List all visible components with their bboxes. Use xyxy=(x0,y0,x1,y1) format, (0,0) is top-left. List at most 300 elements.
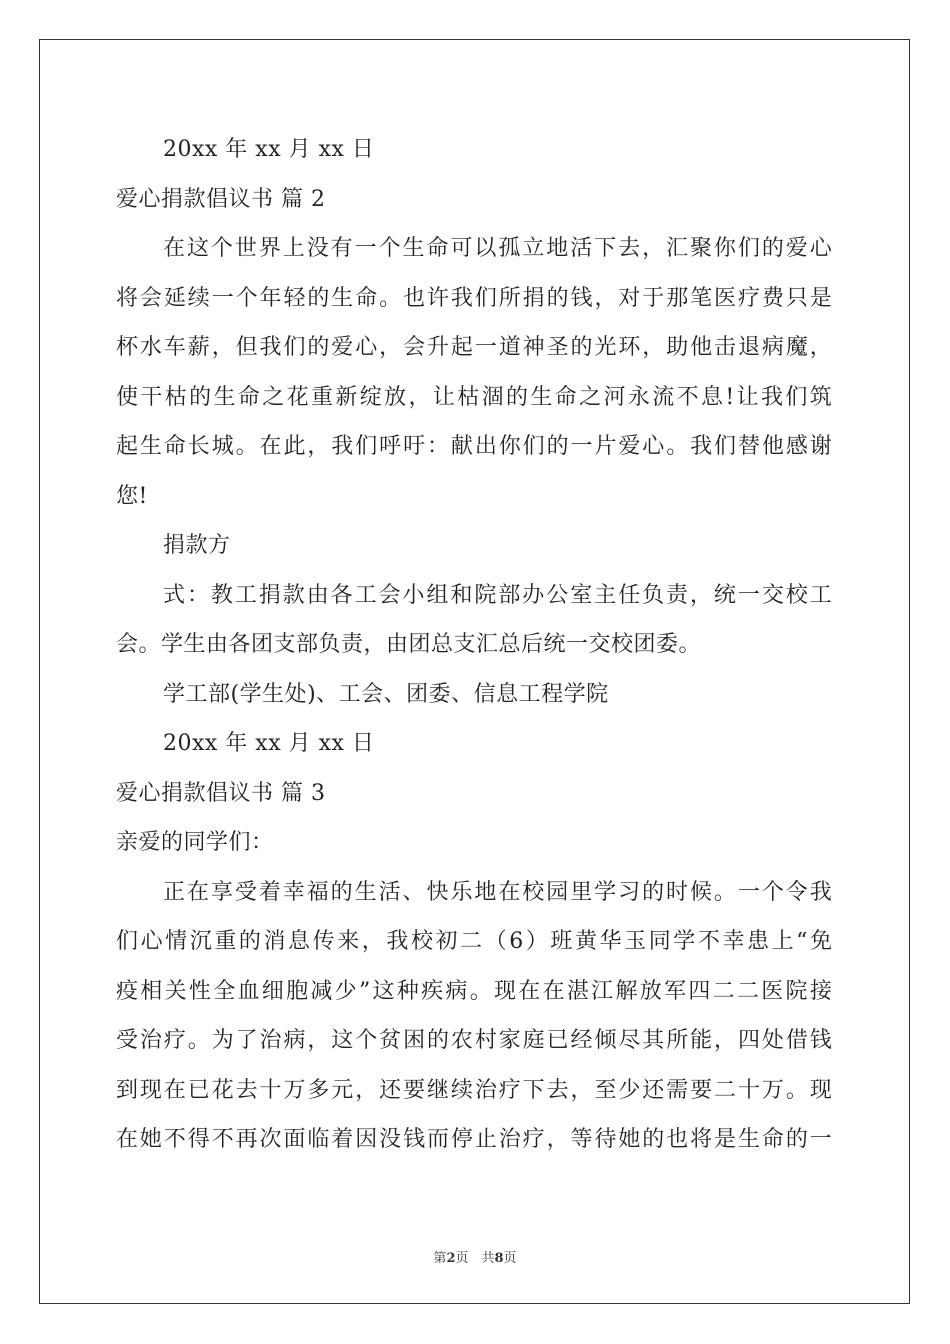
text-char: 着 xyxy=(258,879,281,905)
text-char: 处 xyxy=(761,1028,784,1053)
text-line: 爱心捐款倡议书 篇 3 xyxy=(116,780,326,806)
text-char: 。 xyxy=(666,434,689,459)
text-char: 校 xyxy=(785,582,808,608)
text-char: 院 xyxy=(474,582,497,608)
text-char: 心 xyxy=(140,929,163,954)
text-char: 他 xyxy=(690,335,713,360)
text-char: 河 xyxy=(603,384,626,410)
text-char: 界 xyxy=(258,236,281,261)
text-char: 心 xyxy=(642,434,665,459)
text-char: 此 xyxy=(283,434,306,459)
text-char: 薪 xyxy=(187,335,210,360)
text-char: 四 xyxy=(688,978,711,1004)
text-line xyxy=(116,868,832,918)
text-char: 立 xyxy=(522,236,545,261)
text-char: 快 xyxy=(426,879,449,905)
text-char: 二 xyxy=(714,1077,737,1103)
text-char: 花 xyxy=(211,1077,234,1103)
text-char: 胞 xyxy=(286,978,309,1004)
text-char: 吁 xyxy=(403,434,426,459)
text-char: 重 xyxy=(214,929,237,954)
text-char: 笔 xyxy=(690,285,713,311)
text-char: 的 xyxy=(546,285,569,311)
text-char: 替 xyxy=(737,434,760,459)
text-line: 亲爱的同学们： xyxy=(116,830,274,855)
text-char: 疗 xyxy=(163,1028,186,1053)
text-char: ： xyxy=(186,582,209,608)
text-char: 免 xyxy=(809,929,832,954)
text-char: 疫 xyxy=(116,978,139,1004)
text-char: 情 xyxy=(165,929,188,954)
text-char: ， xyxy=(809,335,832,360)
text-char: 但 xyxy=(235,335,258,360)
text-char: 息 xyxy=(288,929,311,954)
text-char: 村 xyxy=(474,1028,497,1053)
text-char: 钱 xyxy=(570,285,593,311)
text-char: 所 xyxy=(666,1028,689,1053)
text-char: （ xyxy=(484,929,507,954)
text-line: 捐款方 xyxy=(163,533,231,558)
text-line: 您! xyxy=(116,483,148,509)
text-char: 等 xyxy=(570,1127,593,1152)
text-char: 将 xyxy=(690,1127,713,1152)
text-char: 着 xyxy=(331,1127,354,1152)
text-char: 了 xyxy=(235,1028,258,1053)
text-char: 经 xyxy=(570,1028,593,1053)
text-char: 杯 xyxy=(116,335,139,360)
text-char: 地 xyxy=(546,236,569,261)
text-char: 去 xyxy=(235,1077,258,1103)
text-line: 爱心捐款倡议书 篇 2 xyxy=(116,186,326,212)
text-char: 不 xyxy=(211,1127,234,1152)
text-char: 玉 xyxy=(624,929,647,954)
text-char: 爱 xyxy=(785,236,808,261)
text-char: 、 xyxy=(402,879,425,905)
text-char: 学 xyxy=(673,929,696,954)
text-char: 候 xyxy=(689,879,712,905)
text-char: 统 xyxy=(713,582,736,608)
text-char: 交 xyxy=(761,582,784,608)
text-char: 还 xyxy=(642,1077,665,1103)
text-char: 这 xyxy=(372,978,395,1004)
text-char: 校 xyxy=(522,879,545,905)
text-line xyxy=(116,274,832,324)
text-char: 不 xyxy=(697,929,720,954)
text-char: 种 xyxy=(396,978,419,1004)
text-char: 一 xyxy=(737,582,760,608)
text-char: ， xyxy=(355,1077,378,1103)
text-char: 接 xyxy=(809,978,832,1004)
text-char: 6 xyxy=(509,929,524,954)
text-char: 十 xyxy=(737,1077,760,1103)
text-char: 万 xyxy=(761,1077,784,1103)
text-char: 会 xyxy=(403,335,426,360)
text-char: 们 xyxy=(355,434,378,459)
text-char: 圣 xyxy=(546,335,569,360)
text-char: 沉 xyxy=(189,929,212,954)
text-char: ） xyxy=(525,929,548,954)
text-char: 是 xyxy=(809,285,832,311)
text-char: 个 xyxy=(235,285,258,311)
text-char: 。 xyxy=(379,285,402,311)
text-char: 助 xyxy=(666,335,689,360)
text-char: 需 xyxy=(666,1077,689,1103)
text-char: 生 xyxy=(402,236,425,261)
text-char: 是 xyxy=(714,1127,737,1152)
text-char: 困 xyxy=(403,1028,426,1053)
text-char: 个 xyxy=(761,879,784,905)
text-char: 没 xyxy=(379,1127,402,1152)
text-char: 捐 xyxy=(258,582,281,608)
text-char: 对 xyxy=(618,285,641,311)
text-char: 现 xyxy=(809,1077,832,1103)
text-line xyxy=(116,571,832,621)
text-char: 性 xyxy=(188,978,211,1004)
text-char: 生 xyxy=(737,1127,760,1152)
text-char: 病 xyxy=(283,1028,306,1053)
text-char: 在 xyxy=(163,236,186,261)
text-char: 院 xyxy=(785,978,808,1004)
text-char: 这 xyxy=(331,1028,354,1053)
text-char: 病 xyxy=(445,978,468,1004)
text-char: 们 xyxy=(283,335,306,360)
footer-prefix: 第 xyxy=(433,1251,447,1266)
text-char: 生 xyxy=(213,384,236,410)
text-char: 止 xyxy=(474,1127,497,1152)
text-char: 小 xyxy=(402,582,425,608)
text-char: 因 xyxy=(355,1127,378,1152)
text-char: 治 xyxy=(139,1028,162,1053)
text-char: 的 xyxy=(426,1028,449,1053)
text-char: 起 xyxy=(116,434,139,459)
text-char: 上 xyxy=(282,236,305,261)
text-char: 由 xyxy=(306,582,329,608)
text-line xyxy=(116,323,832,373)
text-char: 医 xyxy=(714,285,737,311)
text-char: 生 xyxy=(354,879,377,905)
text-char: 其 xyxy=(642,1028,665,1053)
text-char: 个 xyxy=(210,236,233,261)
text-char: 会 xyxy=(139,285,162,311)
text-char: 们 xyxy=(714,434,737,459)
text-char: 现 xyxy=(493,978,516,1004)
text-char: 令 xyxy=(785,879,808,905)
text-char: 少 xyxy=(334,978,357,1004)
text-char: 室 xyxy=(570,582,593,608)
text-char: 二 xyxy=(736,978,759,1004)
text-char: 续 xyxy=(450,1077,473,1103)
text-char: 的 xyxy=(570,335,593,360)
text-char: 世 xyxy=(234,236,257,261)
text-char: 们 xyxy=(785,384,808,410)
text-char: 放 xyxy=(384,384,407,410)
text-char: 享 xyxy=(210,879,233,905)
text-line xyxy=(116,967,832,1017)
text-char: 活 xyxy=(570,236,593,261)
text-char: ， xyxy=(307,434,330,459)
text-char: 一 xyxy=(474,335,497,360)
text-char: 学 xyxy=(594,879,617,905)
text-char: 在 xyxy=(542,978,565,1004)
text-char: 的 xyxy=(642,879,665,905)
text-char: 没 xyxy=(306,236,329,261)
text-line xyxy=(116,1016,832,1066)
text-char: 也 xyxy=(666,1127,689,1152)
current-page-number: 2 xyxy=(446,1251,456,1266)
text-char: 减 xyxy=(310,978,333,1004)
text-char: 军 xyxy=(664,978,687,1004)
text-char: ， xyxy=(642,236,665,261)
text-char: 命 xyxy=(761,1127,784,1152)
text-char: 湛 xyxy=(566,978,589,1004)
text-char: ! xyxy=(725,384,735,410)
text-char: 贫 xyxy=(379,1028,402,1053)
text-char: 乐 xyxy=(450,879,473,905)
text-char: 一 xyxy=(354,236,377,261)
text-char: 倾 xyxy=(594,1028,617,1053)
text-char: 我 xyxy=(809,879,832,905)
text-char: 农 xyxy=(450,1028,473,1053)
text-char: ， xyxy=(714,1028,737,1053)
text-char: 在 xyxy=(163,1077,186,1103)
text-char: 初 xyxy=(435,929,458,954)
footer-middle: 页 共 xyxy=(455,1251,495,1266)
text-char: 一 xyxy=(737,879,760,905)
text-line: 20xx 年 xx 月 xx 日 xyxy=(163,731,375,756)
text-char: 任 xyxy=(618,582,641,608)
text-char: 次 xyxy=(259,1127,282,1152)
text-char: 的 xyxy=(307,285,330,311)
text-char: 习 xyxy=(618,879,641,905)
text-char: 的 xyxy=(546,434,569,459)
text-char: 息 xyxy=(701,384,724,410)
text-char: 万 xyxy=(283,1077,306,1103)
text-char: 消 xyxy=(263,929,286,954)
text-char: 永 xyxy=(627,384,650,410)
text-char: 延 xyxy=(163,285,186,311)
text-char: 呼 xyxy=(379,434,402,459)
text-char: 爱 xyxy=(331,335,354,360)
text-char: 钱 xyxy=(809,1028,832,1053)
text-char: 里 xyxy=(570,879,593,905)
text-char: 干 xyxy=(140,384,163,410)
text-char: 。 xyxy=(235,434,258,459)
text-char: 。 xyxy=(187,1028,210,1053)
text-char: 流 xyxy=(652,384,675,410)
text-char: 得 xyxy=(187,1127,210,1152)
text-char: 放 xyxy=(639,978,662,1004)
text-char: 少 xyxy=(618,1077,641,1103)
text-char: 要 xyxy=(403,1077,426,1103)
text-char: 花 xyxy=(286,384,309,410)
text-line xyxy=(116,224,832,274)
text-char: 关 xyxy=(164,978,187,1004)
text-char: 我 xyxy=(386,929,409,954)
text-char: 以 xyxy=(474,236,497,261)
text-char: 停 xyxy=(450,1127,473,1152)
text-char: 在 xyxy=(259,434,282,459)
text-char: 责 xyxy=(666,582,689,608)
text-char: 血 xyxy=(237,978,260,1004)
text-char: 工 xyxy=(354,582,377,608)
text-char: 为 xyxy=(211,1028,234,1053)
text-char: 生 xyxy=(331,285,354,311)
text-char: 城 xyxy=(211,434,234,459)
text-char: 的 xyxy=(238,929,261,954)
text-char: 枯 xyxy=(164,384,187,410)
text-char: 主 xyxy=(594,582,617,608)
text-line: 学工部(学生处)、工会、团委、信息工程学院 xyxy=(163,681,609,707)
text-char: ， xyxy=(594,285,617,311)
text-char: 献 xyxy=(450,434,473,459)
text-char: 之 xyxy=(262,384,285,410)
text-char: 孤 xyxy=(498,236,521,261)
text-char: 临 xyxy=(307,1127,330,1152)
text-char: 不 xyxy=(676,384,699,410)
text-char: 借 xyxy=(785,1028,808,1053)
text-char: 要 xyxy=(690,1077,713,1103)
text-char: 江 xyxy=(591,978,614,1004)
page-footer xyxy=(0,1247,950,1266)
text-char: 。 xyxy=(469,978,492,1004)
text-char: 光 xyxy=(594,335,617,360)
text-char: 魔 xyxy=(785,335,808,360)
text-char: 生 xyxy=(530,384,553,410)
text-char: 捐 xyxy=(522,285,545,311)
text-char: 也 xyxy=(403,285,426,311)
text-char: 的 xyxy=(642,1127,665,1152)
text-char: 幸 xyxy=(282,879,305,905)
text-char: 多 xyxy=(307,1077,330,1103)
text-char: 在 xyxy=(498,879,521,905)
text-char: 园 xyxy=(546,879,569,905)
text-char: 片 xyxy=(594,434,617,459)
text-line: 会。学生由各团支部负责，由团总支汇总后统一交校团委。 xyxy=(116,632,702,657)
text-char: 让 xyxy=(736,384,759,410)
text-char: 个 xyxy=(355,1028,378,1053)
text-char: 同 xyxy=(648,929,671,954)
text-char: 们 xyxy=(737,236,760,261)
text-char: 在 xyxy=(116,1127,139,1152)
text-line xyxy=(116,1066,832,1116)
text-char: ， xyxy=(307,1028,330,1053)
text-char: 。 xyxy=(713,879,736,905)
text-char: 二 xyxy=(712,978,735,1004)
text-char: 二 xyxy=(460,929,483,954)
text-line xyxy=(116,917,832,967)
text-char: 医 xyxy=(761,978,784,1004)
text-char: 们 xyxy=(474,285,497,311)
text-char: 我 xyxy=(331,434,354,459)
text-char: 不 xyxy=(163,1127,186,1152)
text-char: 病 xyxy=(761,335,784,360)
document-body xyxy=(116,125,832,1165)
text-char: 上 xyxy=(771,929,794,954)
text-char: 传 xyxy=(312,929,335,954)
text-char: 下 xyxy=(522,1077,545,1103)
text-char: 在 xyxy=(518,978,541,1004)
text-char: 筑 xyxy=(809,384,832,410)
text-char: ， xyxy=(408,384,431,410)
text-char: 我 xyxy=(760,384,783,410)
text-char: 受 xyxy=(234,879,257,905)
text-char: 命 xyxy=(163,434,186,459)
text-line xyxy=(116,422,832,472)
text-char: 公 xyxy=(546,582,569,608)
text-char: ， xyxy=(642,335,665,360)
text-line xyxy=(116,1115,832,1165)
text-char: 她 xyxy=(618,1127,641,1152)
text-char: 细 xyxy=(261,978,284,1004)
text-char: 的 xyxy=(330,879,353,905)
text-char: 道 xyxy=(498,335,521,360)
text-char: 一 xyxy=(211,285,234,311)
text-char: 续 xyxy=(187,285,210,311)
text-char: 击 xyxy=(714,335,737,360)
text-char: 车 xyxy=(163,335,186,360)
text-char: 个 xyxy=(378,236,401,261)
text-char: 涸 xyxy=(481,384,504,410)
text-char: 可 xyxy=(450,236,473,261)
text-char: ， xyxy=(546,1127,569,1152)
text-char: 华 xyxy=(599,929,622,954)
text-char: 所 xyxy=(498,285,521,311)
text-char: 幸 xyxy=(722,929,745,954)
text-char: 现 xyxy=(139,1077,162,1103)
text-char: 们 xyxy=(522,434,545,459)
text-char: 那 xyxy=(666,285,689,311)
text-char: 时 xyxy=(666,879,689,905)
text-char: 新 xyxy=(335,384,358,410)
text-char: 钱 xyxy=(403,1127,426,1152)
text-char: 的 xyxy=(506,384,529,410)
text-char: 面 xyxy=(283,1127,306,1152)
text-char: 枯 xyxy=(457,384,480,410)
text-char: “ xyxy=(796,929,808,954)
text-char: 治 xyxy=(259,1028,282,1053)
text-char: 起 xyxy=(450,335,473,360)
text-char: 患 xyxy=(747,929,770,954)
text-char: 去 xyxy=(618,236,641,261)
text-char: 命 xyxy=(355,285,378,311)
text-char: 治 xyxy=(474,1077,497,1103)
text-char: 命 xyxy=(426,236,449,261)
text-char: 在 xyxy=(186,879,209,905)
text-char: 心 xyxy=(809,236,832,261)
text-char: 四 xyxy=(737,1028,760,1053)
text-char: 式 xyxy=(163,582,186,608)
text-char: 环 xyxy=(618,335,641,360)
text-char: 而 xyxy=(426,1127,449,1152)
text-char: 还 xyxy=(379,1077,402,1103)
text-char: 再 xyxy=(235,1127,258,1152)
text-char: 一 xyxy=(570,434,593,459)
text-char: 继 xyxy=(426,1077,449,1103)
text-char: 的 xyxy=(761,236,784,261)
text-char: 这 xyxy=(186,236,209,261)
text-char: 她 xyxy=(139,1127,162,1152)
text-char: 于 xyxy=(642,285,665,311)
text-char: 爱 xyxy=(618,434,641,459)
text-char: 之 xyxy=(579,384,602,410)
text-char: 重 xyxy=(311,384,334,410)
text-char: 生 xyxy=(139,434,162,459)
text-char: 你 xyxy=(498,434,521,459)
text-char: ， xyxy=(361,929,384,954)
text-char: 聚 xyxy=(689,236,712,261)
text-char: 的 xyxy=(307,335,330,360)
text-char: 地 xyxy=(474,879,497,905)
